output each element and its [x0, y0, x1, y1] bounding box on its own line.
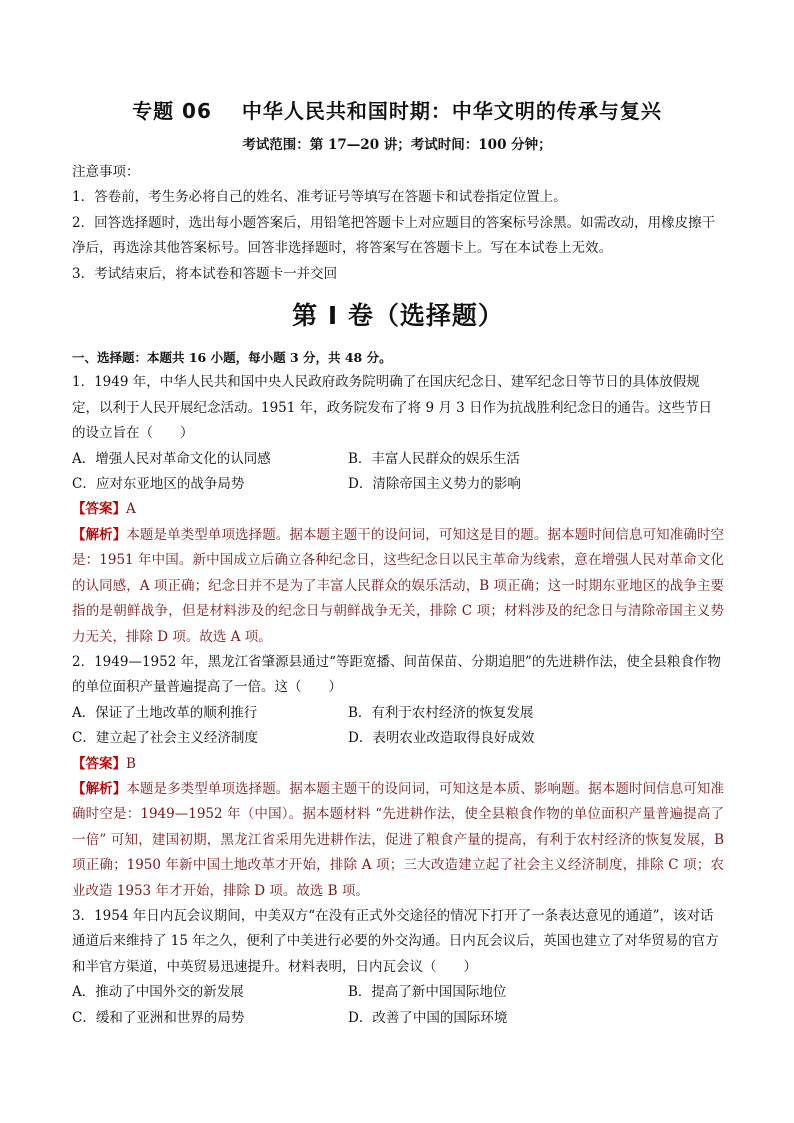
topic-number: 专题 06 — [132, 99, 212, 123]
notice-item: 3．考试结束后，将本试卷和答题卡一并交回 — [72, 265, 338, 282]
question-2 — [72, 650, 724, 904]
exam-info: 考试范围：第 17—20 讲；考试时间：100 分钟； — [242, 137, 552, 153]
option-d: D．改善了中国的国际环境 — [348, 1009, 508, 1026]
option-d: D．表明农业改造取得良好成效 — [348, 730, 535, 747]
answer-line — [72, 497, 724, 522]
option-c: C．建立起了社会主义经济制度 — [72, 730, 258, 747]
analysis-block — [72, 777, 724, 904]
topic-name: 中华人民共和国时期：中华文明的传承与复兴 — [241, 99, 662, 123]
analysis-label: 【解析】 — [72, 780, 127, 797]
option-b: B．丰富人民群众的娱乐生活 — [348, 450, 520, 467]
notice-heading: 注意事项： — [72, 164, 140, 180]
option-c: C．缓和了亚洲和世界的局势 — [72, 1009, 245, 1026]
option-b: B．有利于农村经济的恢复发展 — [348, 704, 534, 721]
question-options — [72, 447, 724, 498]
notice-item: 1．答卷前，考生务必将自己的姓名、准考证号等填写在答题卡和试卷指定位置上。 — [72, 189, 567, 206]
option-c: C．应对东亚地区的战争局势 — [72, 476, 245, 493]
option-d: D．清除帝国主义势力的影响 — [348, 476, 521, 493]
exam-content — [72, 160, 724, 1031]
answer-label: 【答案】 — [72, 755, 126, 772]
answer-value: A — [126, 501, 136, 518]
answer-line — [72, 752, 724, 777]
answer-label: 【答案】 — [72, 501, 126, 518]
answer-value: B — [126, 755, 136, 772]
option-a: A．保证了土地改革的顺利推行 — [72, 704, 258, 721]
question-options — [72, 980, 724, 1031]
analysis-text: 本题是单类型单项选择题。据本题主题干的设问词，可知这是目的题。据本题时间信息可知准确时空是：1951 年中国。新中国成立后确立各种纪念日，这些纪念日以民主革命为线索，意在增强人民对革命文化的认同感，A 项正确；纪念日并不是为了丰富人民群众的娱乐活动，B 项正确；这一时期东亚地区的战争主要指的是朝鲜战争，但是材料涉及的纪念日与朝鲜战争无关，排除 C 项；材料涉及的纪念日与清除帝国主义势力无关，排除 D 项。故选 A 项。 — [72, 526, 725, 645]
notice-block — [72, 160, 724, 287]
topic-title — [0, 95, 794, 124]
question-stem: 1．1949 年，中华人民共和国中央人民政府政务院明确了在国庆纪念日、建军纪念日等节日的具体放假规定，以利于人民开展纪念活动。1951 年，政务院发布了将 9 月 3 日作为抗战胜利纪念日的通告。这些节日的设立旨在（ ） — [72, 374, 712, 442]
option-a: A．增强人民对革命文化的认同感 — [72, 450, 271, 467]
analysis-text: 本题是多类型单项选择题。据本题主题干的设问词，可知这是本质、影响题。据本题时间信息可知准确时空是：1949—1952 年（中国）。据本题材料 “先进耕作法，使全县粮食作物的单位面积产量普遍提高了一倍” 可知，建国初期，黑龙江省采用先进耕作法，促进了粮食产量的提高，有利于农村经济的恢复发展，B 项正确；1950 年新中国土地改革才开始，排除 A 项；三大改造建立起了社会主义经济制度，排除 C 项；农业改造 1953 年才开始，排除 D 项。故选 B 项。 — [72, 780, 725, 899]
question-1 — [72, 370, 724, 649]
question-3 — [72, 904, 724, 1031]
question-stem: 2．1949—1952 年，黑龙江省肇源县通过“等距宽播、间苗保苗、分期追肥”的先进耕作法，使全县粮食作物的单位面积产量普遍提高了一倍。这（ ） — [72, 653, 721, 696]
volume-title: 第 I 卷（选择题） — [292, 301, 504, 331]
question-options — [72, 701, 724, 752]
analysis-block — [72, 523, 724, 650]
analysis-label: 【解析】 — [72, 526, 127, 543]
option-a: A．推动了中国外交的新发展 — [72, 984, 244, 1001]
section-heading: 一、选择题：本题共 16 小题，每小题 3 分，共 48 分。 — [72, 350, 392, 366]
question-stem: 3．1954 年日内瓦会议期间，中美双方“在没有正式外交途径的情况下打开了一条表达意见的通道”，该对话通道后来维持了 15 年之久，便利了中美进行必要的外交沟通。日内瓦会议后，英国也建立了对华贸易的官方和半官方渠道，中英贸易迅速提升。材料表明，日内瓦会议（ ） — [72, 907, 719, 975]
option-b: B．提高了新中国国际地位 — [348, 984, 507, 1001]
notice-item: 2．回答选择题时，选出每小题答案后，用铅笔把答题卡上对应题目的答案标号涂黑。如需改动，用橡皮擦干净后，再选涂其他答案标号。回答非选择题时，将答案写在答题卡上。写在本试卷上无效。 — [72, 214, 716, 257]
